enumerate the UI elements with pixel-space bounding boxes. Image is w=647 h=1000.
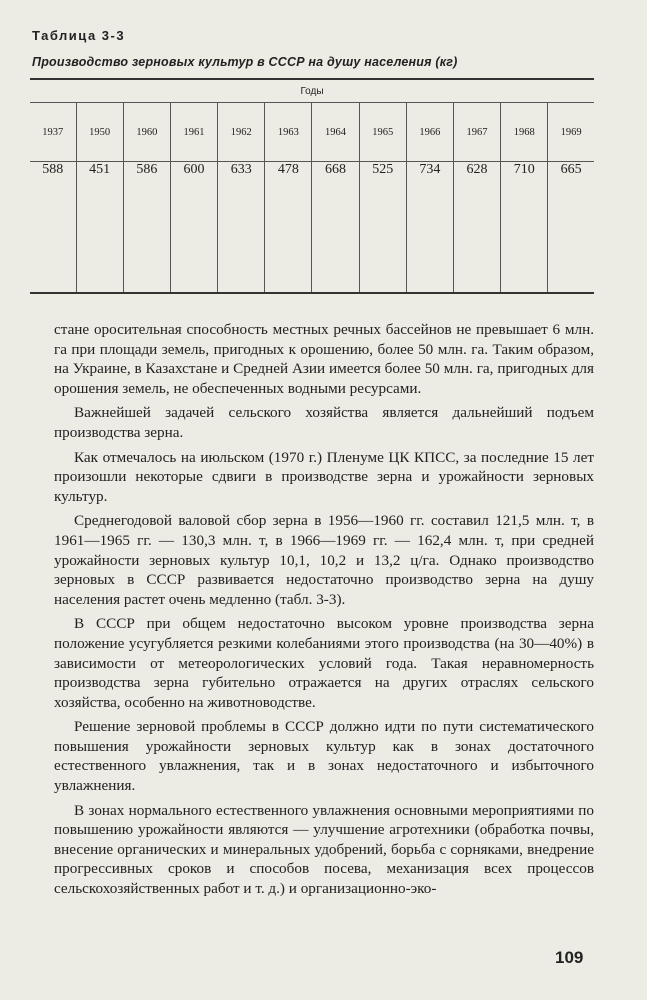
year-header-cell: 1962 [218, 103, 265, 162]
value-row [30, 162, 594, 294]
year-header-cell: 1937 [30, 103, 76, 162]
value-cell: 588 [42, 162, 64, 177]
year-header-row [30, 103, 594, 162]
year-header-cell: 1968 [501, 103, 548, 162]
grain-production-table [30, 78, 594, 294]
value-cell: 668 [312, 162, 359, 294]
year-header-cell: 1964 [312, 103, 359, 162]
paragraph: В зонах нормального естественного увлажнения основными мероприятиями по повышению урожайности являются — улучшение агротехники (обработка почвы, внесение органических и минеральных удобрений, борьба с сорняками, внедрение прогрессивных сроков и способов посева, механизация всех процессов сельскохозяйственных работ и т. д.) и организационно-эко- [54, 801, 594, 898]
value-cell: 600 [170, 162, 217, 294]
year-header-cell: 1969 [548, 103, 594, 162]
years-group-header: Годы [30, 79, 594, 103]
value-cell: 734 [406, 162, 453, 294]
paragraph: стане оросительная способность местных речных бассейнов не превышает 6 млн. га при площади земель, пригодных к орошению, более 50 млн. га. Таким образом, на Украине, в Казахстане и Средней Азии имеется более 50 млн. га, пригодных для орошения земель, не обеспеченных водными ресурсами. [54, 321, 594, 397]
table-caption: Таблица 3-3 [32, 28, 126, 43]
year-header-cell: 1950 [76, 103, 123, 162]
page-number: 109 [555, 948, 584, 967]
year-header-cell: 1960 [123, 103, 170, 162]
paragraph: В СССР при общем недостаточно высоком уровне производства зерна положение усугубляется резкими колебаниями этого производства (на 30—40%) в зависимости от метеорологических условий года. Такая неравномерность производства зерна губительно отражается на других отраслях сельского хозяйства, особенно на животноводстве. [54, 615, 594, 711]
table-title: Производство зерновых культур в СССР на душу населения (кг) [32, 55, 458, 69]
body-text [54, 320, 594, 904]
value-cell: 525 [359, 162, 406, 294]
year-header-cell: 1961 [170, 103, 217, 162]
value-cell: 586 [123, 162, 170, 294]
value-cell: 628 [453, 162, 500, 294]
paragraph: Решение зерновой проблемы в СССР должно идти по пути систематического повышения урожайности зерновых культур как в зонах достаточного естественного увлажнения, так и в зонах недостаточного и избыточного увлажнения. [54, 718, 594, 795]
paragraph: Важнейшей задачей сельского хозяйства является дальнейший подъем производства зерна. [54, 404, 594, 441]
paragraph: Среднегодовой валовой сбор зерна в 1956—1960 гг. составил 121,5 млн. т, в 1961—1965 гг. — 130,3 млн. т, в 1966—1969 гг. — 162,4 млн. т, при средней урожайности зерновых культур 10,1, 10,2 и 13,2 ц/га. Однако производство зерновых в СССР развивается недостаточно производство зерна на душу населения растет очень медленно (табл. 3-3). [54, 512, 594, 608]
year-header-cell: 1963 [265, 103, 312, 162]
value-cell: 451 [76, 162, 123, 294]
value-cell: 710 [501, 162, 548, 294]
year-header-cell: 1965 [359, 103, 406, 162]
paragraph: Как отмечалось на июльском (1970 г.) Пленуме ЦК КПСС, за последние 15 лет произошли некоторые сдвиги в производстве зерна и урожайности зерновых культур. [54, 448, 594, 505]
value-cell: 633 [218, 162, 265, 294]
year-header-cell: 1967 [453, 103, 500, 162]
value-cell: 665 [548, 162, 594, 294]
value-cell: 478 [265, 162, 312, 294]
year-header-cell: 1966 [406, 103, 453, 162]
